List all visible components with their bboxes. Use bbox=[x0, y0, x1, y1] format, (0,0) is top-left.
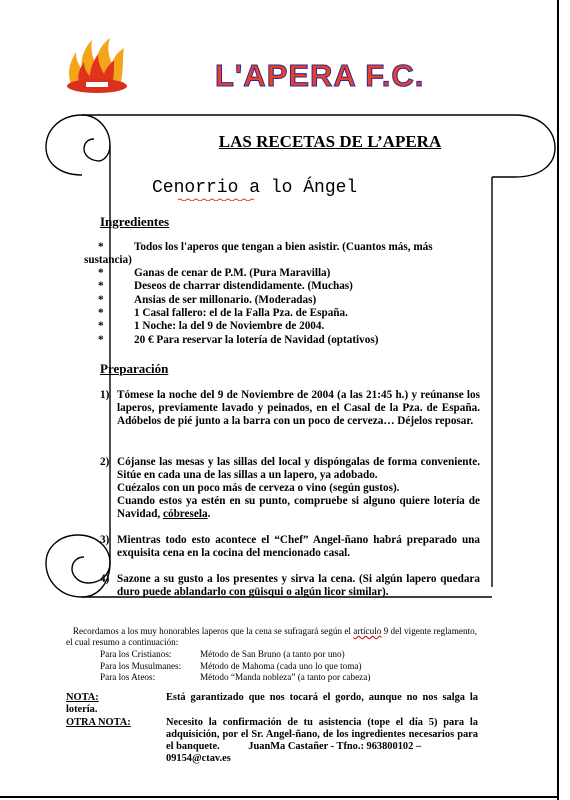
step-3 bbox=[100, 534, 480, 560]
ingredient-text: Ganas de cenar de P.M. (Pura Maravilla) bbox=[134, 267, 331, 279]
rule-method: Método de Mahoma (cada uno lo que toma) bbox=[200, 660, 362, 671]
ingredient-item bbox=[84, 280, 484, 293]
bullet: * bbox=[98, 306, 104, 319]
note-label bbox=[66, 692, 99, 704]
reminder-intro-a: Recordamos a los muy honorables laperos que la cena se sufragará según el bbox=[72, 626, 351, 636]
step-2-link: cóbresela bbox=[163, 508, 208, 520]
rule-who: Para los Ateos: bbox=[100, 672, 156, 682]
reminder-intro-b: 9 del vigente reglamento, el cual resumo a continuación: bbox=[66, 626, 478, 647]
ingredient-text: 1 Casal fallero: el de la Falla Pza. de España. bbox=[134, 306, 348, 319]
step-text: Sazone a su gusto a los presentes y sirva la cena. (Si algún lapero quedara duro puede ablandarlo con güisqui o algún licor similar). bbox=[117, 573, 480, 598]
step-number: 4) bbox=[100, 573, 110, 585]
step-number: 3) bbox=[100, 534, 110, 546]
ingredient-item bbox=[84, 307, 484, 320]
other-note-label bbox=[66, 717, 131, 729]
step-text: Tómese la noche del 9 de Noviembre de 2004 (a las 21:45 h.) y reúnanse los laperos, previamente lavado y peinados, en el Casal de la Pza. de España. Adóbelos de pié junto a la barra con un poco de cerveza… Déjelos reposar. bbox=[117, 389, 480, 427]
bullet: * bbox=[98, 293, 104, 306]
step-text bbox=[117, 456, 480, 521]
rule-method: Método “Manda nobleza” (a tanto por cabeza) bbox=[200, 672, 371, 682]
ingredient-item bbox=[84, 334, 484, 347]
spellcheck-underline bbox=[178, 198, 256, 201]
rule-who: Para los Cristianos: bbox=[100, 649, 172, 659]
step-4 bbox=[100, 573, 480, 599]
step-number: 1) bbox=[100, 389, 110, 401]
dish-name: Cenorrio a lo Ángel bbox=[152, 178, 358, 198]
page-border-bottom bbox=[0, 796, 559, 798]
step-2-part-a: Cójanse las mesas y las sillas del local y dispóngalas de forma conveniente. Sitúe en cada una de las sillas a un lapero, ya adobado. bbox=[117, 456, 480, 481]
step-text: Mientras todo esto acontece el “Chef” Angel-ñano habrá preparado una exquisita cena en la cocina del mencionado casal. bbox=[117, 534, 480, 559]
step-2-part-b: Cuézalos con un poco más de cerveza o vino (según gustos). bbox=[117, 482, 400, 494]
step-1 bbox=[100, 389, 480, 428]
note-label-text: NOTA: bbox=[66, 692, 99, 703]
other-note-text bbox=[166, 717, 478, 753]
club-logo-text: L'APERA F.C. bbox=[215, 58, 425, 93]
ingredient-first-cont: sustancia) bbox=[84, 254, 132, 266]
ingredients-heading: Ingredientes bbox=[100, 214, 170, 229]
ingredient-first bbox=[84, 241, 479, 254]
rule-method: Método de San Bruno (a tanto por uno) bbox=[200, 649, 345, 659]
other-note-label-text: OTRA NOTA: bbox=[66, 717, 131, 728]
other-note-body: Necesito la confirmación de tu asistencia (tope el día 5) para la adquisición, por el Sr. Angel-ñano, de los ingredientes necesarios para el banquete. bbox=[166, 717, 478, 752]
step-number: 2) bbox=[100, 456, 110, 468]
ingredient-text: 20 € Para reservar la lotería de Navidad (optativos) bbox=[134, 333, 379, 346]
bullet: * bbox=[98, 267, 104, 279]
ingredient-text: 1 Noche: la del 9 de Noviembre de 2004. bbox=[134, 320, 325, 333]
rule-who: Para los Musulmanes: bbox=[100, 660, 182, 671]
contact-email: 09154@ctav.es bbox=[166, 753, 231, 764]
ingredient-text: Ansias de ser millonario. (Moderadas) bbox=[134, 293, 317, 306]
ingredient-first-text: Todos los l'aperos que tengan a bien asistir. (Cuantos más, más bbox=[134, 241, 433, 253]
step-2 bbox=[100, 456, 480, 521]
bullet: * bbox=[98, 241, 104, 253]
ingredient-item bbox=[84, 267, 484, 280]
bullet: * bbox=[98, 280, 104, 293]
note-text: Está garantizado que nos tocará el gordo, aunque no nos salga la bbox=[166, 692, 478, 703]
preparation-heading: Preparación bbox=[100, 361, 169, 376]
recipes-title: LAS RECETAS DE L’APERA bbox=[218, 132, 442, 151]
step-2-end: . bbox=[207, 508, 211, 520]
bullet: * bbox=[98, 333, 104, 346]
ingredient-item bbox=[84, 294, 484, 307]
ingredient-text: Deseos de charrar distendidamente. (Muchas) bbox=[134, 280, 353, 293]
step-2-part-c: Cuando estos ya estén en su punto, compruebe si alguno quiere lotería de Navidad, bbox=[117, 495, 480, 520]
flame-logo-icon bbox=[62, 34, 132, 96]
reminder-intro bbox=[66, 626, 484, 648]
contact-info: JuanMa Castañer - Tfno.: 963800102 – bbox=[248, 741, 422, 752]
ingredient-item bbox=[84, 320, 484, 333]
bullet: * bbox=[98, 320, 104, 333]
reminder-article: artículo bbox=[353, 626, 382, 636]
note-cont: lotería. bbox=[66, 704, 98, 715]
